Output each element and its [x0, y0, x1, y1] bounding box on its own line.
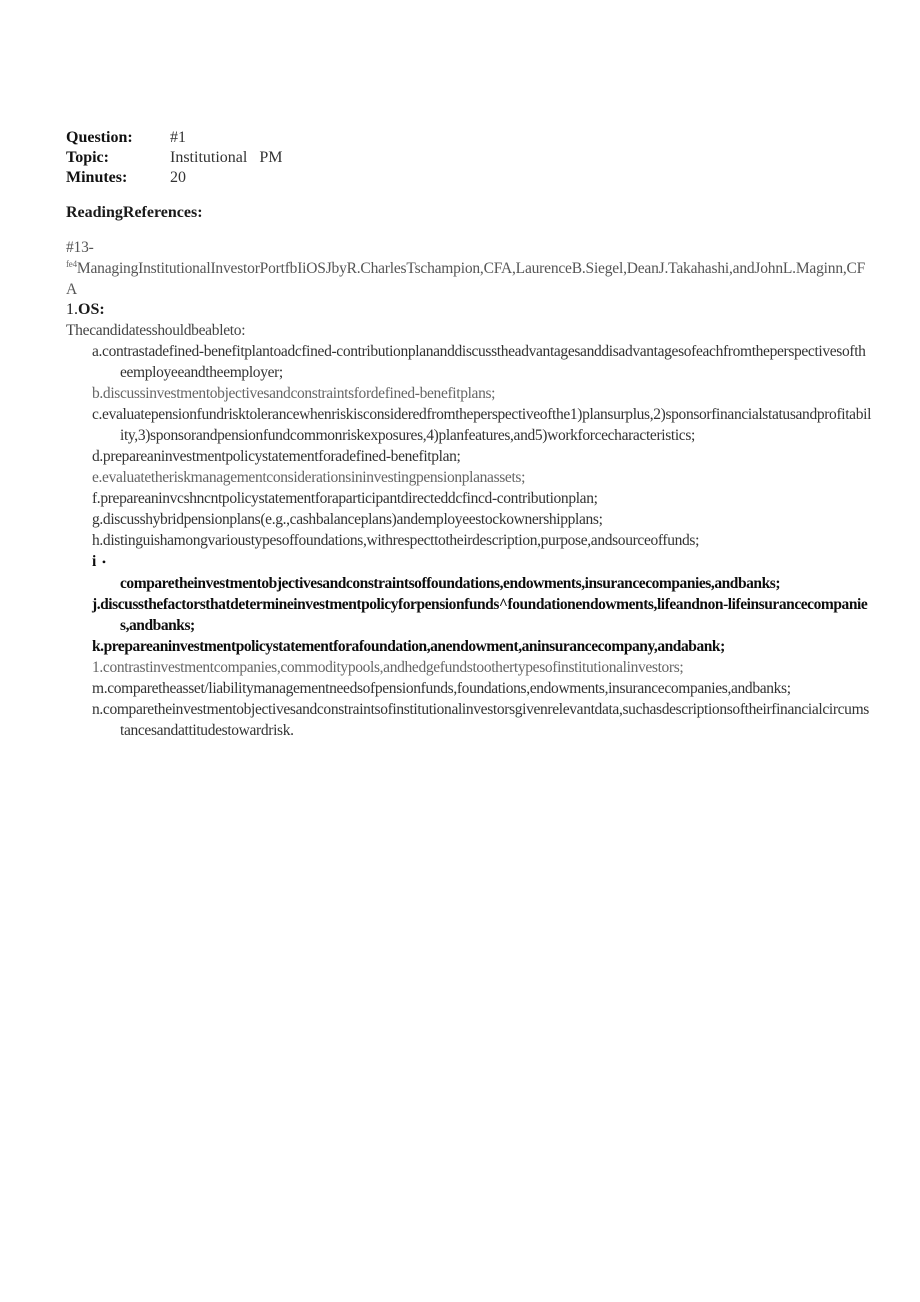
list-item-body: comparetheinvestmentobjectivesandconstraintsoffoundations,endowments,insurancecompanies,andbanks; — [120, 575, 781, 592]
list-item: e.evaluatetheriskmanagementconsiderationsininvestingpensionplanassets; — [92, 469, 526, 486]
question-value: #1 — [170, 129, 186, 146]
los-list — [66, 341, 872, 741]
item-letter: i — [92, 553, 96, 570]
list-item: f.prepareaninvcshncntpolicystatementforaparticipantdirecteddcfincd-contributionplan; — [92, 490, 598, 507]
document-page — [66, 128, 872, 741]
question-label: Question: — [66, 129, 133, 146]
topic-value: Institutional PM — [170, 149, 283, 166]
reference-text: ManagingInstitutionalInvestorPortfbIiOSJbyR.CharlesTschampion,CFA,LaurenceB.Siegel,DeanJ.Takahashi,andJohnL.Maginn,CFA — [66, 260, 866, 298]
minutes-row — [66, 168, 872, 188]
reference-superscript: fe4 — [66, 258, 77, 269]
reference-block — [66, 237, 872, 300]
question-row — [66, 128, 872, 148]
list-item: c.evaluatepensionfundrisktolerancewhenriskisconsideredfromtheperspectiveofthe1)plansurplus,2)sponsorfinancialstatusandprofitability,3)sponsorandpensionfundcommonriskexposures,4)planfeatures,and5)workforcecharacteristics; — [92, 406, 872, 444]
list-item-marker — [92, 553, 106, 570]
list-item: d.prepareaninvestmentpolicystatementforadefined-benefitplan; — [92, 448, 461, 465]
list-item: m.comparetheasset/liabilitymanagementneedsofpensionfunds,foundations,endowments,insurancecompanies,andbanks; — [92, 680, 791, 697]
list-item: a.contrastadefined-benefitplantoadcfined-contributionplananddiscusstheadvantagesanddisadvantagesofeachfromtheperspectivesoftheemployeeandtheemployer; — [92, 343, 866, 381]
list-item: g.discusshybridpensionplans(e.g.,cashbalanceplans)andemployeestockownershipplans; — [92, 511, 603, 528]
reading-references-heading: ReadingReferences: — [66, 204, 203, 221]
list-item: k.prepareaninvestmentpolicystatementforafoundation,anendowment,aninsurancecompany,andabank; — [92, 638, 725, 655]
los-number: 1. — [66, 301, 78, 318]
list-item — [92, 551, 872, 594]
minutes-label: Minutes: — [66, 169, 128, 186]
los-label: OS: — [78, 301, 105, 318]
reference-citation — [66, 258, 872, 300]
list-item: j.discussthefactorsthatdetermineinvestmentpolicyforpensionfunds^foundationendowments,lifeandnon-lifeinsurancecompanies,andbanks; — [92, 596, 868, 634]
list-item: 1.contrastinvestmentcompanies,commoditypools,andhedgefundstoothertypesofinstitutionalinvestors; — [92, 659, 684, 676]
los-intro: Thecandidatesshouldbeableto: — [66, 322, 246, 339]
topic-row — [66, 148, 872, 168]
minutes-value: 20 — [170, 169, 186, 186]
list-item: h.distinguishamongvarioustypesoffoundations,withrespecttotheirdescription,purpose,andsourceoffunds; — [92, 532, 700, 549]
list-item: n.comparetheinvestmentobjectivesandconstraintsofinstitutionalinvestorsgivenrelevantdata,suchasdescriptionsoftheirfinancialcircumstancesandattitudestowardrisk. — [92, 701, 869, 739]
reference-number: #13- — [66, 239, 94, 256]
topic-label: Topic: — [66, 149, 109, 166]
bullet-dot: • — [101, 555, 106, 569]
los-heading — [66, 300, 872, 320]
list-item: b.discussinvestmentobjectivesandconstraintsfordefined-benefitplans; — [92, 385, 496, 402]
